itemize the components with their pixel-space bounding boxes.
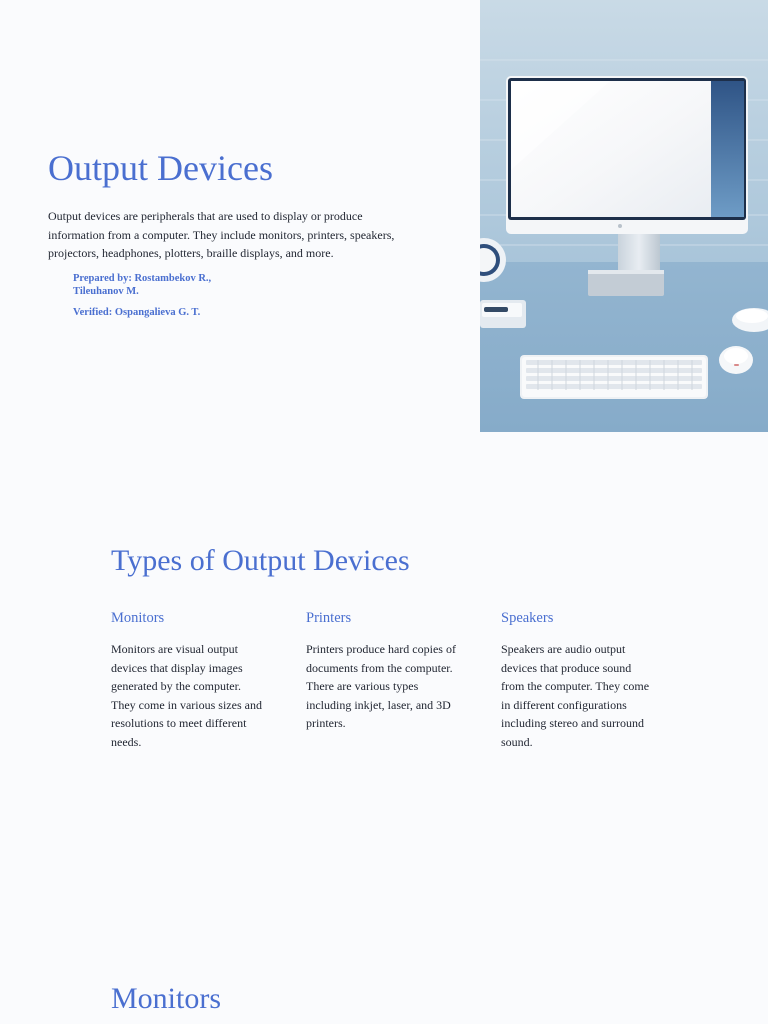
card-speakers	[501, 608, 657, 752]
monitors-title: Monitors	[111, 982, 222, 1015]
computer-desk-illustration	[480, 0, 768, 432]
page-title: Output Devices	[48, 148, 273, 188]
title-slide	[0, 0, 768, 432]
card-title: Printers	[306, 610, 352, 626]
card-title: Monitors	[111, 610, 165, 626]
card-monitors	[111, 608, 267, 752]
credits-block	[73, 272, 273, 319]
card-title: Speakers	[501, 610, 554, 626]
card-text: Printers produce hard copies of documents from the computer. There are various types including inkjet, laser, and 3D printers.	[306, 642, 456, 731]
computer-desk-image	[480, 0, 768, 432]
card-text: Speakers are audio output devices that produce sound from the computer. They come in different configurations including stereo and surround sound.	[501, 642, 650, 749]
prepared-by-line-1: Prepared by: Rostambekov R.,	[73, 273, 212, 284]
card-printers	[306, 608, 462, 733]
types-slide	[0, 432, 768, 948]
card-text: Monitors are visual output devices that display images generated by the computer. They come in various sizes and resolutions to meet different needs.	[111, 642, 262, 749]
intro-paragraph: Output devices are peripherals that are used to display or produce information from a computer. They include monitors, printers, speakers, projectors, headphones, plotters, braille displays, and more.	[48, 209, 395, 261]
monitors-slide	[0, 948, 768, 1024]
verified-by: Verified: Ospangalieva G. T.	[73, 307, 201, 318]
prepared-by-line-2: Tileuhanov M.	[73, 286, 139, 297]
section-title: Types of Output Devices	[111, 544, 410, 577]
